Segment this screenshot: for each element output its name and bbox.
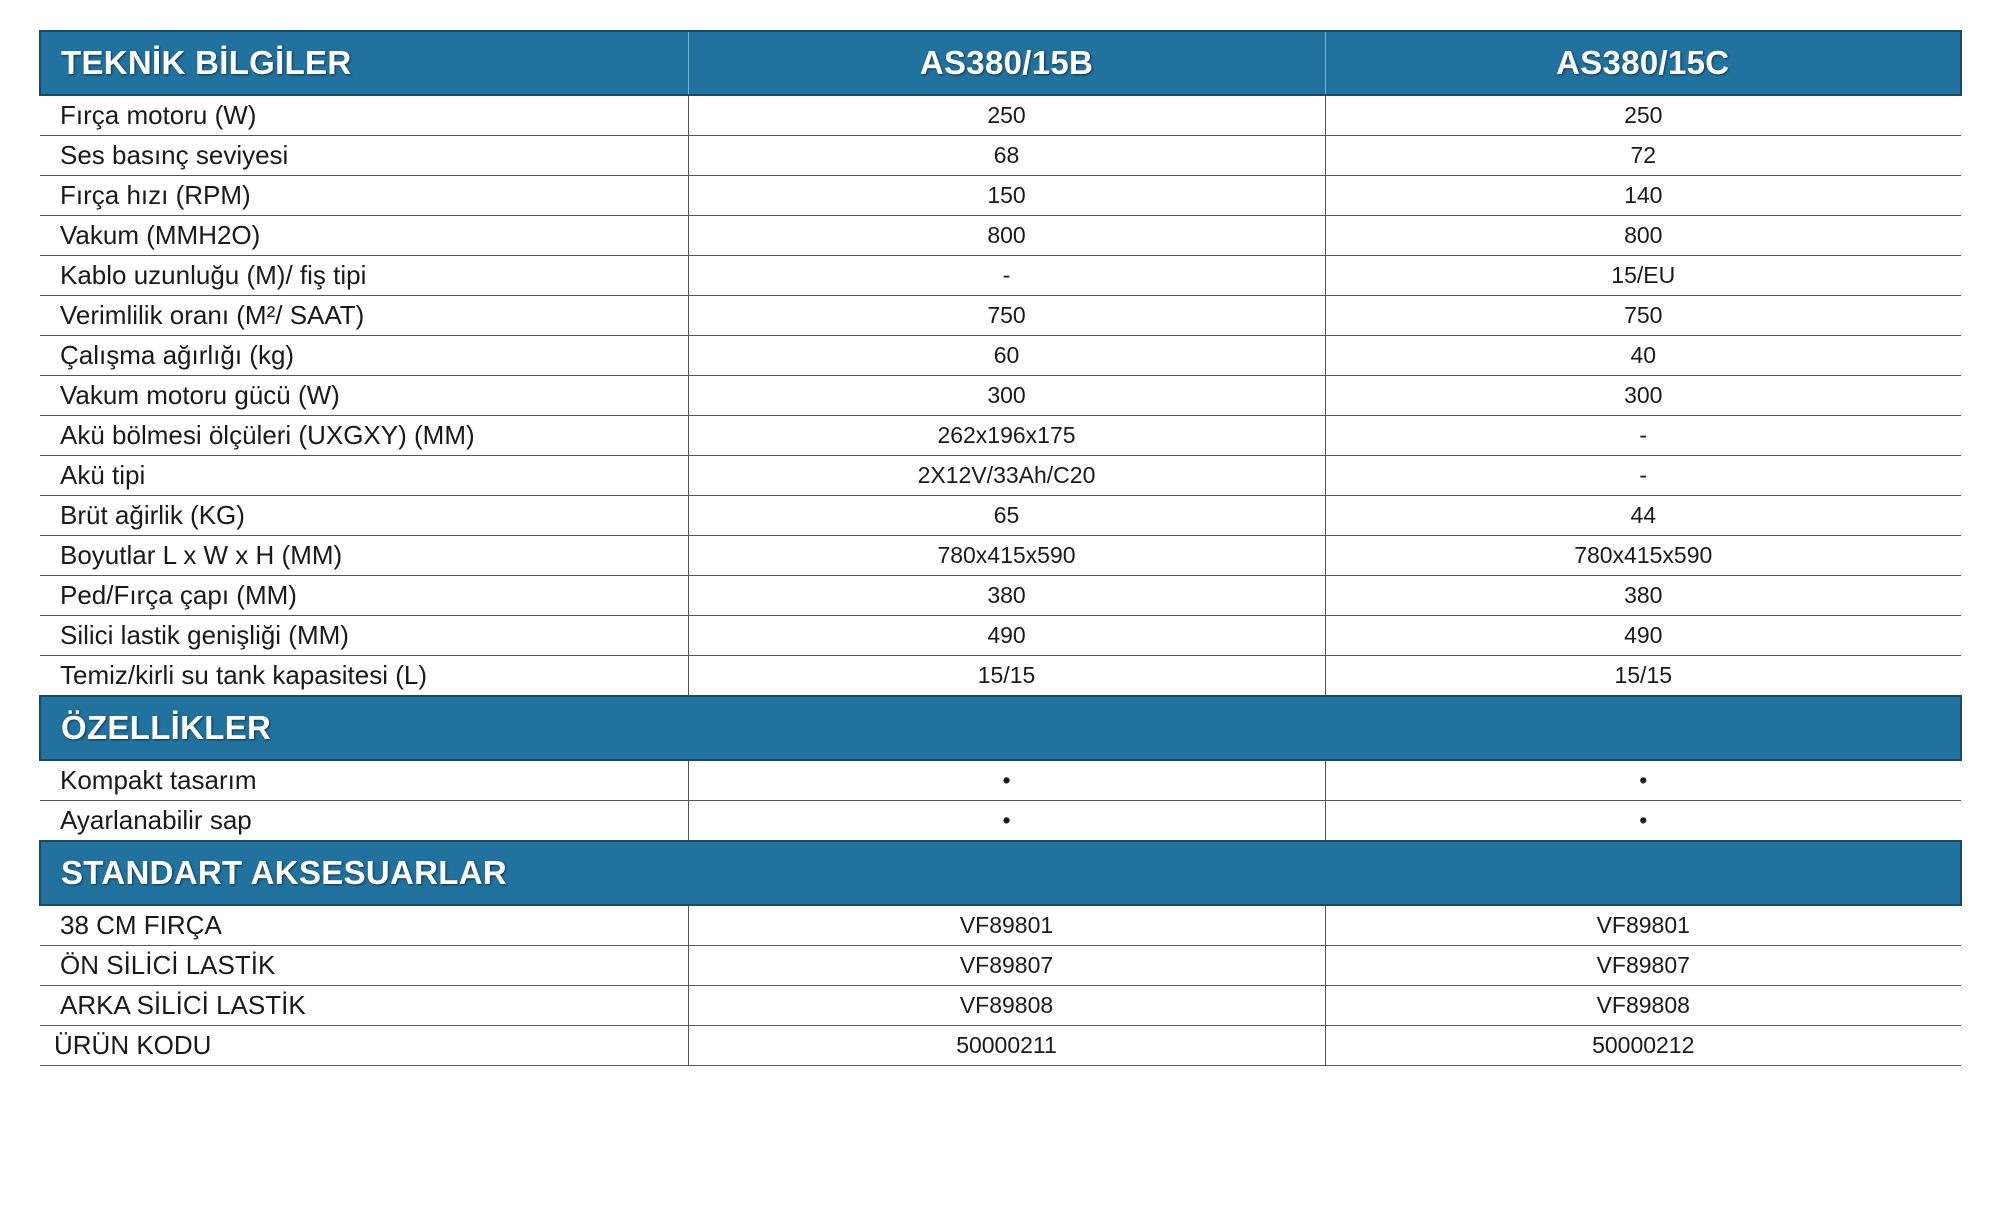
row-label: Silici lastik genişliği (MM): [40, 616, 688, 656]
row-value-b: 490: [688, 616, 1325, 656]
row-label: Brüt ağirlik (KG): [40, 496, 688, 536]
row-value-b: 300: [688, 376, 1325, 416]
row-label: Ped/Fırça çapı (MM): [40, 576, 688, 616]
row-label: Akü tipi: [40, 456, 688, 496]
table-row: [40, 416, 1961, 456]
row-value-b: 800: [688, 216, 1325, 256]
row-value-c: VF89807: [1325, 946, 1961, 986]
table-row: [40, 760, 1961, 801]
table-row: [40, 536, 1961, 576]
table-row: [40, 801, 1961, 842]
header-title: TEKNİK BİLGİLER: [40, 31, 688, 95]
row-value-b: VF89807: [688, 946, 1325, 986]
row-value-b: VF89808: [688, 986, 1325, 1026]
row-label: Ses basınç seviyesi: [40, 136, 688, 176]
row-label: Vakum motoru gücü (W): [40, 376, 688, 416]
row-value-b: •: [688, 801, 1325, 842]
row-value-c: VF89801: [1325, 905, 1961, 946]
row-value-c: •: [1325, 801, 1961, 842]
header-model-b: AS380/15B: [688, 31, 1325, 95]
row-label: ARKA SİLİCİ LASTİK: [40, 986, 688, 1026]
features-section-header: [40, 696, 1961, 760]
row-value-b: VF89801: [688, 905, 1325, 946]
row-value-b: -: [688, 256, 1325, 296]
table-row: [40, 136, 1961, 176]
row-value-c: -: [1325, 456, 1961, 496]
row-label: Boyutlar L x W x H (MM): [40, 536, 688, 576]
row-value-b: 65: [688, 496, 1325, 536]
product-code-row: [40, 1026, 1961, 1066]
row-label: Fırça motoru (W): [40, 95, 688, 136]
header-model-c: AS380/15C: [1325, 31, 1961, 95]
table-row: [40, 986, 1961, 1026]
row-label: Temiz/kirli su tank kapasitesi (L): [40, 656, 688, 697]
row-label: Ayarlanabilir sap: [40, 801, 688, 842]
row-value-b: 150: [688, 176, 1325, 216]
table-row: [40, 946, 1961, 986]
row-value-c: 750: [1325, 296, 1961, 336]
row-value-c: 44: [1325, 496, 1961, 536]
row-value-b: 380: [688, 576, 1325, 616]
row-value-b: 2X12V/33Ah/C20: [688, 456, 1325, 496]
table-header: [40, 31, 1961, 95]
row-value-c: 140: [1325, 176, 1961, 216]
table-row: [40, 216, 1961, 256]
table-row: [40, 95, 1961, 136]
row-label: ÖN SİLİCİ LASTİK: [40, 946, 688, 986]
row-value-c: 380: [1325, 576, 1961, 616]
row-value-c: 40: [1325, 336, 1961, 376]
accessories-title: STANDART AKSESUARLAR: [40, 841, 1961, 905]
row-value-c: 800: [1325, 216, 1961, 256]
table-row: [40, 176, 1961, 216]
row-value-c: •: [1325, 760, 1961, 801]
row-value-c: -: [1325, 416, 1961, 456]
spec-table: [39, 30, 1962, 1066]
product-code-label: ÜRÜN KODU: [40, 1026, 688, 1066]
table-row: [40, 496, 1961, 536]
table-row: [40, 576, 1961, 616]
accessories-section-header: [40, 841, 1961, 905]
row-value-c: 780x415x590: [1325, 536, 1961, 576]
row-value-b: 68: [688, 136, 1325, 176]
table-row: [40, 256, 1961, 296]
product-code-b: 50000211: [688, 1026, 1325, 1066]
row-value-b: 262x196x175: [688, 416, 1325, 456]
product-code-c: 50000212: [1325, 1026, 1961, 1066]
row-value-b: 60: [688, 336, 1325, 376]
row-value-c: 300: [1325, 376, 1961, 416]
row-value-b: 750: [688, 296, 1325, 336]
row-value-c: 490: [1325, 616, 1961, 656]
row-value-b: 250: [688, 95, 1325, 136]
row-label: Kablo uzunluğu (M)/ fiş tipi: [40, 256, 688, 296]
row-label: Fırça hızı (RPM): [40, 176, 688, 216]
row-value-c: 15/EU: [1325, 256, 1961, 296]
table-row: [40, 616, 1961, 656]
row-value-c: 250: [1325, 95, 1961, 136]
row-label: Çalışma ağırlığı (kg): [40, 336, 688, 376]
table-row: [40, 296, 1961, 336]
table-row: [40, 456, 1961, 496]
features-title: ÖZELLİKLER: [40, 696, 1961, 760]
table-row: [40, 336, 1961, 376]
row-label: Verimlilik oranı (M²/ SAAT): [40, 296, 688, 336]
row-value-c: 72: [1325, 136, 1961, 176]
row-value-b: 780x415x590: [688, 536, 1325, 576]
row-value-b: 15/15: [688, 656, 1325, 697]
row-value-c: VF89808: [1325, 986, 1961, 1026]
table-row: [40, 376, 1961, 416]
row-value-b: •: [688, 760, 1325, 801]
row-label: Akü bölmesi ölçüleri (UXGXY) (MM): [40, 416, 688, 456]
row-label: Vakum (MMH2O): [40, 216, 688, 256]
row-label: Kompakt tasarım: [40, 760, 688, 801]
table-row: [40, 656, 1961, 697]
row-label: 38 CM FIRÇA: [40, 905, 688, 946]
table-row: [40, 905, 1961, 946]
row-value-c: 15/15: [1325, 656, 1961, 697]
